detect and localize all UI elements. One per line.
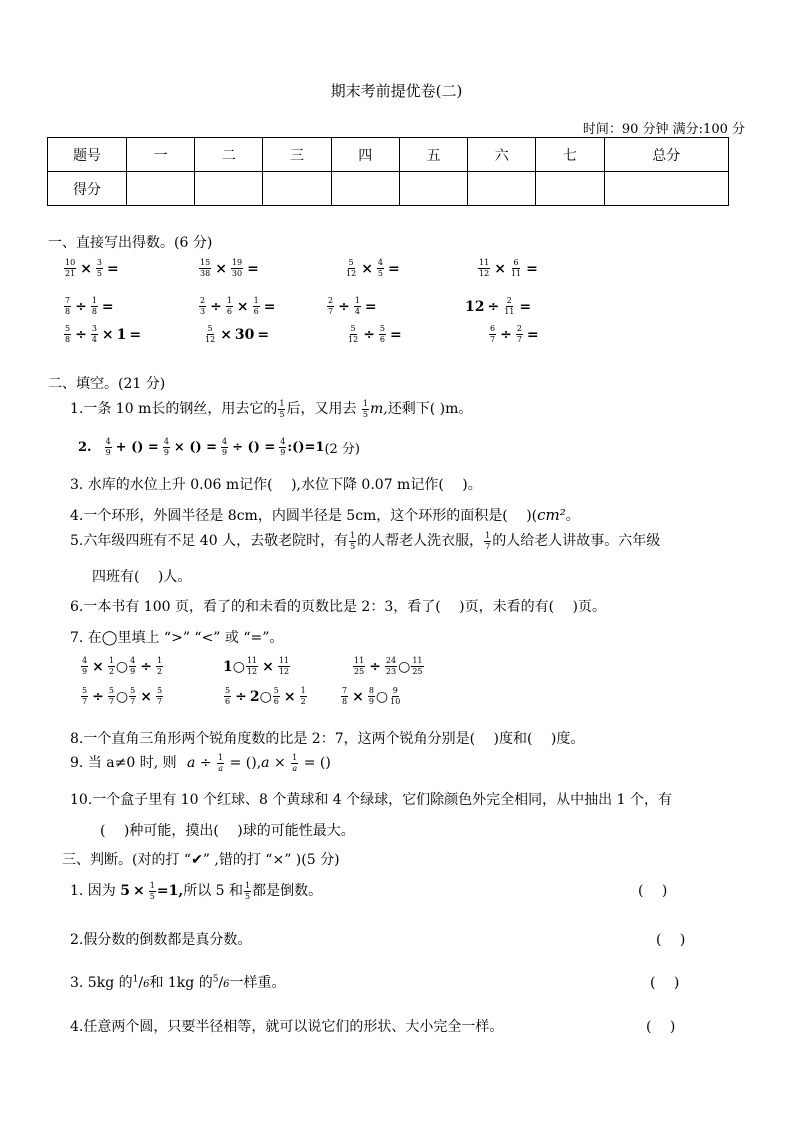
question-5-line1: 5.六年级四班有不足 40 人，去敬老院时，有 $\frac{1}{5}$ 的人帮老人洗衣服， $\frac{1}{7}$ 的人给老人讲故事。六年级 <box>70 530 661 551</box>
score-cell: 三 <box>263 138 331 172</box>
calc-item: $\frac{10}{21}$ × $\frac{3}{5}$ = <box>65 258 119 278</box>
question-7: 7. 在◯里填上 “>” “<” 或 “=”。 <box>70 630 284 646</box>
score-cell: 题号 <box>48 138 127 172</box>
score-cell: 四 <box>331 138 399 172</box>
compare-item: $\frac{11}{25}$ ÷ $\frac{24}{23}$ ○ $\frac{11}{25}$ <box>354 656 423 676</box>
section3-heading: 三、判断。(对的打 “✔” ,错的打 “×” )(5 分) <box>62 852 340 868</box>
question-3: 3. 水库的水位上升 0.06 m记作( ),水位下降 0.07 m记作( )。 <box>70 477 482 493</box>
question-10-line1: 10.一个盒子里有 10 个红球、8 个黄球和 4 个绿球，它们除颜色外完全相同，从中抽出 1 个，有 <box>70 792 672 808</box>
compare-item: $\frac{4}{9}$ × $\frac{1}{2}$ ○ $\frac{4}{9}$ ÷ $\frac{1}{2}$ <box>82 656 163 676</box>
calc-item: $\frac{5}{8}$ ÷ $\frac{3}{4}$ × 1 = <box>65 324 142 344</box>
score-input-cell[interactable] <box>399 172 467 206</box>
calc-item: $\frac{5}{12}$ × 30 = <box>205 324 270 344</box>
question-5-line2: 四班有( )人。 <box>92 569 192 585</box>
score-cell: 总分 <box>604 138 728 172</box>
calc-item: $\frac{15}{38}$ × $\frac{19}{30}$ = <box>200 258 259 278</box>
score-input-cell[interactable] <box>263 172 331 206</box>
compare-item: $\frac{5}{6}$ ÷ 2○ $\frac{5}{6}$ × $\frac{1}{2}$ <box>225 686 306 706</box>
score-input-cell[interactable] <box>195 172 263 206</box>
calc-item: $\frac{5}{12}$ × $\frac{4}{5}$ = <box>346 258 400 278</box>
score-table-score-row <box>48 172 729 206</box>
page-title: 期末考前提优卷(二) <box>330 82 463 100</box>
compare-item: $\frac{7}{8}$ × $\frac{8}{9}$ ○ $\frac{9}{10}$ <box>342 686 401 706</box>
score-input-cell[interactable] <box>536 172 604 206</box>
calc-item: $\frac{6}{7}$ ÷ $\frac{2}{7}$ = <box>490 324 539 344</box>
score-cell: 二 <box>195 138 263 172</box>
calc-item: $\frac{5}{12}$ ÷ $\frac{5}{6}$ = <box>348 324 402 344</box>
judge-3-answer[interactable]: ( ) <box>650 975 680 991</box>
question-6: 6.一本书有 100 页，看了的和未看的页数比是 2：3，看了( )页，未看的有( )页。 <box>70 599 606 615</box>
question-9: 9. 当 a≠0 时, 则 a ÷ $\frac{1}{a}$ = (),a × $\frac{1}{a}$ = () <box>70 752 331 773</box>
judge-1-answer[interactable]: ( ) <box>638 883 668 899</box>
section1-heading: 一、直接写出得数。(6 分) <box>48 235 213 251</box>
score-cell: 七 <box>536 138 604 172</box>
judge-3: 3. 5kg 的$^1$/6和 1kg 的$^5$/6一样重。 <box>70 974 286 991</box>
judge-2-answer[interactable]: ( ) <box>656 932 686 948</box>
judge-1: 1. 因为 5 × $\frac{1}{5}$ =1, 所以 5 和 $\frac{1}{5}$ 都是倒数。 <box>70 880 323 901</box>
score-cell: 六 <box>468 138 536 172</box>
question-10-line2: ( )种可能，摸出( )球的可能性最大。 <box>100 823 355 839</box>
calc-item: $\frac{7}{8}$ ÷ $\frac{1}{8}$ = <box>65 296 114 316</box>
score-table-header-row <box>48 138 729 172</box>
calc-item: $\frac{2}{7}$ ÷ $\frac{1}{4}$ = <box>328 296 377 316</box>
judge-4-answer[interactable]: ( ) <box>646 1019 676 1035</box>
score-cell: 一 <box>127 138 195 172</box>
calc-item: 12 ÷ $\frac{2}{11}$ = <box>465 296 532 316</box>
score-input-cell[interactable] <box>604 172 728 206</box>
judge-2: 2.假分数的倒数都是真分数。 <box>70 932 252 948</box>
question-4: 4.一个环形，外圆半径是 8cm，内圆半径是 5cm，这个环形的面积是( )(cm²。 <box>70 506 580 524</box>
score-table <box>47 137 729 206</box>
judge-4: 4.任意两个圆，只要半径相等，就可以说它们的形状、大小完全一样。 <box>70 1019 504 1035</box>
calc-item: $\frac{11}{12}$ × $\frac{6}{11}$ = <box>479 258 538 278</box>
question-2: 2. $\frac{4}{9}$ + () = $\frac{4}{9}$ × () = $\frac{4}{9}$ ÷ () = $\frac{4}{9}$ :() =1 (2 分) <box>78 437 360 457</box>
section2-heading: 二、填空。(21 分) <box>48 376 166 392</box>
score-input-cell[interactable] <box>331 172 399 206</box>
calc-item: $\frac{2}{3}$ ÷ $\frac{1}{6}$ × $\frac{1}{6}$ = <box>200 296 276 316</box>
score-cell: 得分 <box>48 172 127 206</box>
time-info: 时间：90 分钟 满分:100 分 <box>582 122 745 137</box>
score-input-cell[interactable] <box>127 172 195 206</box>
compare-item: $\frac{5}{7}$ ÷ $\frac{5}{7}$ ○ $\frac{5}{7}$ × $\frac{5}{7}$ <box>82 686 163 706</box>
score-cell: 五 <box>399 138 467 172</box>
compare-item: 1○ $\frac{11}{12}$ × $\frac{11}{12}$ <box>223 656 290 676</box>
question-8: 8.一个直角三角形两个锐角度数的比是 2：7，这两个锐角分别是( )度和( )度。 <box>70 731 585 747</box>
score-input-cell[interactable] <box>468 172 536 206</box>
question-1: 1.一条 10 m长的钢丝，用去它的 $\frac{1}{5}$ 后，又用去 $\frac{1}{5}$ m,还剩下( )m。 <box>70 398 473 419</box>
